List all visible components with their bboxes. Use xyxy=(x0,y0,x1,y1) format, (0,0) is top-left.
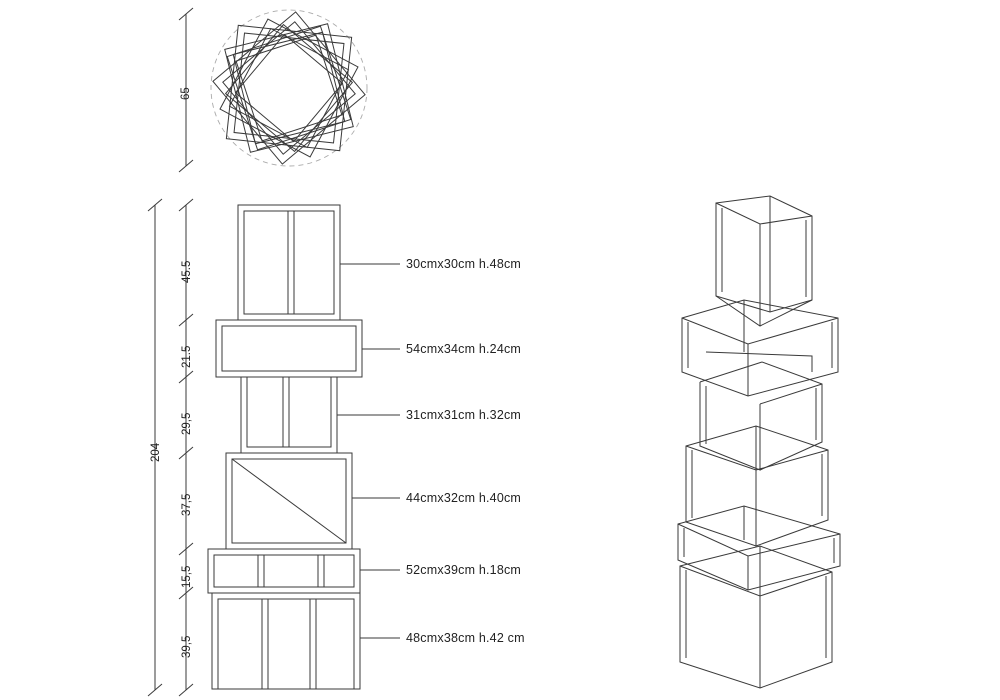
callout-label-box-5: 52cmx39cm h.18cm xyxy=(406,563,522,577)
perspective-box-1 xyxy=(716,196,812,326)
callout-label-box-6: 48cmx38cm h.42 cm xyxy=(406,631,525,645)
elevation-box-1 xyxy=(238,205,340,320)
elevation-box-4 xyxy=(226,453,352,549)
elevation-box-3 xyxy=(241,377,337,453)
elevation-segment-label-6: 39,5 xyxy=(181,635,193,658)
elevation-box-5 xyxy=(208,549,360,593)
perspective-box-4 xyxy=(686,426,828,546)
elevation-box-2 xyxy=(216,320,362,377)
elevation-box-6 xyxy=(212,593,360,689)
elevation-segment-label-1: 45.5 xyxy=(181,260,193,283)
callout-label-box-3: 31cmx31cm h.32cm xyxy=(406,408,522,422)
top-view-dimension-label: 65 xyxy=(180,87,192,100)
callout-label-box-4: 44cmx32cm h.40cm xyxy=(406,491,522,505)
elevation-segment-label-3: 29,5 xyxy=(181,412,193,435)
callout-label-box-1: 30cmx30cm h.48cm xyxy=(406,257,522,271)
perspective-box-3 xyxy=(700,352,822,470)
top-view-group xyxy=(211,10,367,166)
elevation-segment-label-4: 37,5 xyxy=(181,493,193,516)
perspective-group xyxy=(678,196,840,688)
elevation-segment-label-5: 15,5 xyxy=(181,565,193,588)
elevation-total-height-label: 204 xyxy=(150,442,162,462)
callout-label-box-2: 54cmx34cm h.24cm xyxy=(406,342,522,356)
perspective-box-6 xyxy=(680,546,832,688)
elevation-group xyxy=(208,205,362,689)
elevation-segment-label-2: 21.5 xyxy=(181,345,193,368)
